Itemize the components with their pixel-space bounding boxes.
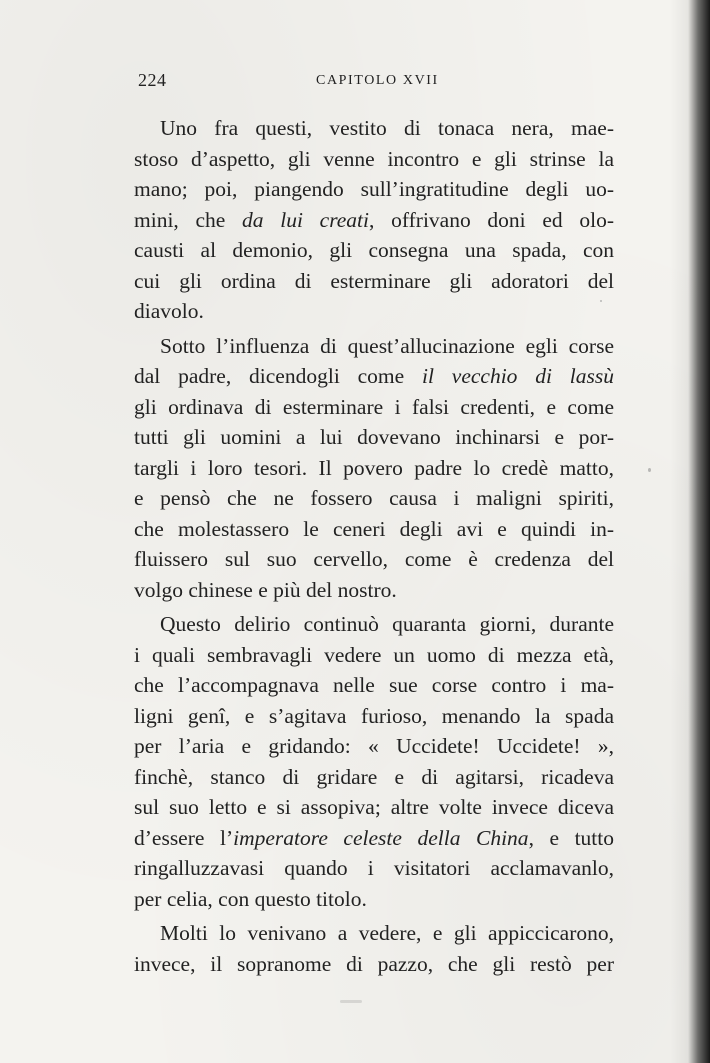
text-run: sul suo letto e si assopiva; altre volte invece diceva: [134, 795, 614, 819]
text-line: [134, 331, 614, 362]
text-run: per celia, con questo titolo.: [134, 886, 367, 911]
italic-phrase: il vecchio di lassù: [422, 364, 614, 388]
text-line: [134, 296, 614, 327]
text-line: [134, 113, 614, 144]
text-run: targli i loro tesori. Il povero padre lo credè matto,: [134, 455, 614, 480]
text-line: [134, 235, 614, 266]
text-run: che molestassero le ceneri degli avi e quindi in-: [134, 516, 614, 541]
text-run: diavolo.: [134, 299, 204, 323]
text-run: , offrivano doni ed olo-: [369, 207, 614, 232]
text-run: d’essere l’: [134, 825, 234, 850]
text-run: ringalluzzavasi quando i visitatori acclamavanlo,: [134, 856, 614, 880]
text-line: [134, 731, 614, 762]
text-run: tutti gli uomini a lui dovevano inchinarsi e por-: [134, 425, 614, 449]
text-run: Uno fra questi, vestito di tonaca nera, mae-: [160, 116, 614, 140]
text-run: Sotto l’influenza di quest’allucinazione egli corse: [160, 333, 614, 358]
print-speck: [600, 300, 602, 302]
text-line: [134, 422, 614, 453]
text-line: [134, 853, 614, 884]
text-run: per l’aria e gridando: « Uccidete! Uccidete! »,: [134, 734, 614, 758]
text-run: gli ordinava di esterminare i falsi credenti, e come: [134, 394, 614, 419]
text-line: [134, 670, 614, 701]
text-run: e pensò che ne fossero causa i maligni spiriti,: [134, 486, 614, 510]
text-line: [134, 453, 614, 484]
text-run: stoso d’aspetto, gli venne incontro e gli strinse la: [134, 146, 614, 171]
text-line: [134, 640, 614, 671]
text-run: , e tutto: [528, 825, 614, 850]
text-line: [134, 609, 614, 640]
text-run: i quali sembravagli vedere un uomo di mezza età,: [134, 642, 614, 667]
text-line: [134, 392, 614, 423]
text-line: [134, 361, 614, 392]
text-line: [134, 918, 614, 949]
text-line: [134, 483, 614, 514]
text-run: fluissero sul suo cervello, come è credenza del: [134, 547, 614, 571]
italic-phrase: imperatore celeste della China: [233, 825, 529, 850]
text-run: invece, il sopranome di pazzo, che gli restò per: [134, 951, 614, 976]
text-run: volgo chinese e più del nostro.: [134, 577, 397, 602]
text-line: [134, 823, 614, 854]
text-line: [134, 144, 614, 175]
binding-shadow: [670, 0, 710, 1063]
print-speck: [340, 1000, 362, 1003]
print-speck: [648, 468, 651, 472]
text-line: [134, 205, 614, 236]
text-run: mano; poi, piangendo sull’ingratitudine degli uo-: [134, 177, 614, 201]
text-line: [134, 514, 614, 545]
text-line: [134, 174, 614, 205]
text-run: finchè, stanco di gridare e di agitarsi, ricadeva: [134, 764, 614, 789]
body-text: [134, 113, 614, 979]
text-line: [134, 792, 614, 823]
text-run: ligni genî, e s’agitava furioso, menando la spada: [134, 703, 614, 728]
text-line: [134, 266, 614, 297]
text-run: Molti lo venivano a vedere, e gli appiccicarono,: [160, 921, 614, 945]
text-line: [134, 701, 614, 732]
text-run: dal padre, dicendogli come: [134, 364, 422, 388]
page-number: 224: [138, 70, 167, 90]
text-run: causti al demonio, gli consegna una spada, con: [134, 238, 614, 262]
italic-phrase: da lui creati: [242, 207, 370, 232]
text-run: cui gli ordina di esterminare gli adoratori del: [134, 268, 614, 293]
text-line: [134, 544, 614, 575]
running-head: CAPITOLO XVII: [316, 73, 439, 88]
text-line: [134, 949, 614, 980]
text-run: che l’accompagnava nelle sue corse contro i ma-: [134, 673, 614, 697]
text-run: Questo delirio continuò quaranta giorni, durante: [160, 612, 614, 636]
text-run: mini, che: [134, 207, 243, 232]
text-line: [134, 575, 614, 606]
text-line: [134, 762, 614, 793]
text-line: [134, 884, 614, 915]
